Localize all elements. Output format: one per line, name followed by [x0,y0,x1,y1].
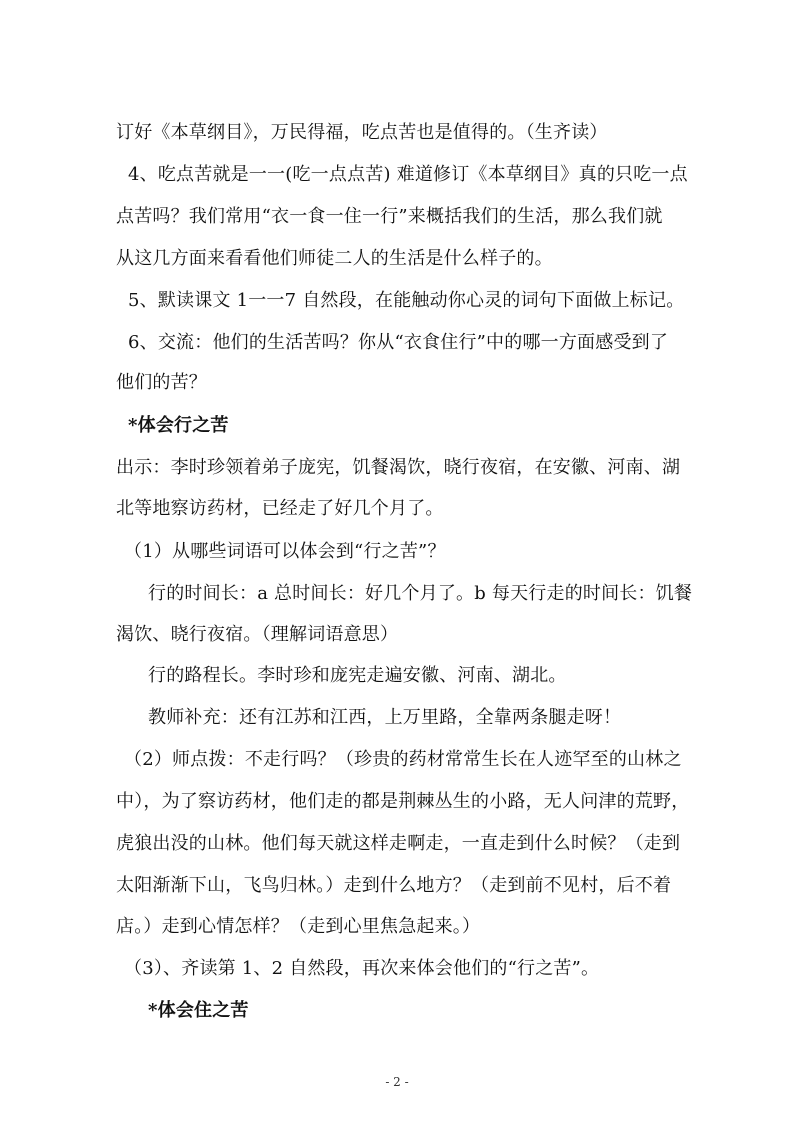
paragraph-line-2: 4、吃点苦就是一一(吃一点点苦) 难道修订《本草纲目》真的只吃一点 [128,164,688,185]
paragraph-line-21: （3）、齐读第 1、2 自然段，再次来体会他们的“行之苦”。 [124,958,600,979]
paragraph-line-10: 北等地察访药材，已经走了好几个月了。 [116,498,444,519]
paragraph-line-19: 太阳渐渐下山，飞鸟归林。）走到什么地方？（走到前不见村，后不着 [116,875,672,896]
page-number: - 2 - [385,1075,409,1089]
paragraph-line-11: （1）从哪些词语可以体会到“行之苦”？ [124,541,446,562]
paragraph-line-4: 从这几方面来看看他们师徒二人的生活是什么样子的。 [116,248,553,269]
paragraph-line-9: 出示：李时珍领着弟子庞宪，饥餐渴饮，晓行夜宿，在安徽、河南、湖 [116,457,681,478]
paragraph-line-3: 点苦吗？我们常用“衣一食一住一行”来概括我们的生活，那么我们就 [116,206,663,227]
paragraph-line-6: 6、交流：他们的生活苦吗？你从“衣食住行”中的哪一方面感受到了 [128,332,669,353]
section-heading-xing: *体会行之苦 [128,415,229,436]
section-heading-zhu: *体会住之苦 [148,1000,249,1021]
paragraph-line-15: 教师补充：还有江苏和江西，上万里路，全靠两条腿走呀！ [148,707,622,728]
paragraph-line-1: 订好《本草纲目》，万民得福，吃点苦也是值得的。（生齐读） [116,122,608,143]
paragraph-line-13: 渴饮、晓行夜宿。（理解词语意思） [116,624,399,645]
paragraph-line-16: （2）师点拨：不走行吗？（珍贵的药材常常生长在人迹罕至的山林之 [124,749,682,770]
paragraph-line-7: 他们的苦？ [116,372,207,393]
paragraph-line-17: 中），为了察访药材，他们走的都是荆棘丛生的小路，无人问津的荒野， [116,791,690,812]
paragraph-line-18: 虎狼出没的山林。他们每天就这样走啊走，一直走到什么时候？（走到 [116,833,681,854]
paragraph-line-14: 行的路程长。李时珍和庞宪走遍安徽、河南、湖北。 [148,665,567,686]
paragraph-line-12: 行的时间长：a 总时间长：好几个月了。b 每天行走的时间长：饥餐 [148,583,693,604]
paragraph-line-20: 店。）走到心情怎样？（走到心里焦急起来。） [116,916,481,937]
paragraph-line-5: 5、默读课文 1一一7 自然段，在能触动你心灵的词句下面做上标记。 [128,290,685,311]
